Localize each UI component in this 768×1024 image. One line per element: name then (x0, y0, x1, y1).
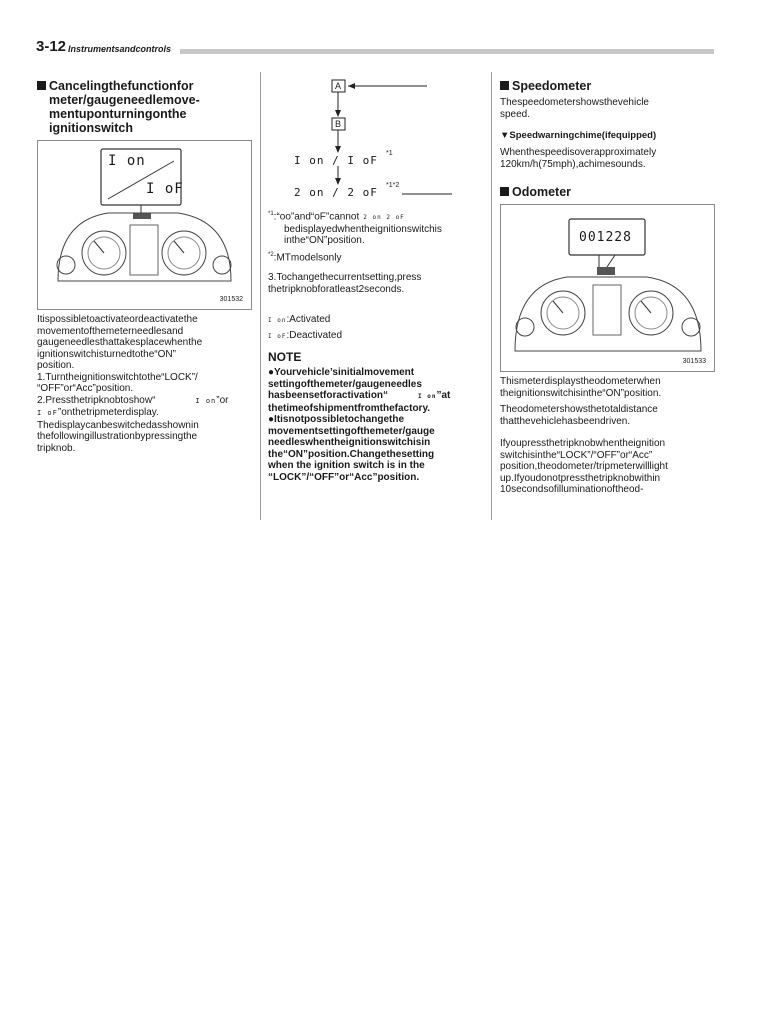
on-glyph: I on (195, 396, 217, 405)
box-b-label: B (335, 119, 342, 129)
chime-body: Whenthespeedisoverapproximately 120km/h(75mph),achimesounds. (500, 147, 657, 170)
section-square-icon (500, 187, 509, 196)
diagram-arrows (262, 74, 490, 204)
odometer-body-3: Ifyoupressthetripknobwhentheignition switchisinthe“LOCK”/“OFF”or“Acc” position,theodometer/tripmeterwilllight up.Ifyoudonotpressthetripknobwithin 10secondsofilluminationoftheod- (500, 438, 668, 495)
box-a-label: A (335, 81, 342, 91)
section-square-icon (37, 81, 46, 90)
diagram-line1-mark: *1 (386, 150, 393, 157)
odometer-display: 001228 (579, 230, 632, 245)
meter-figure-right (500, 204, 715, 372)
deactivated-line: I oF:Deactivated (268, 330, 343, 341)
odometer-body-1: Thismeterdisplaystheodometerwhen theignitionswitchisinthe“ON”position. (500, 376, 662, 399)
display-bottom-text: I oF (146, 181, 184, 197)
speedometer-heading: Speedometer (500, 79, 591, 93)
page-number: 3-12 (36, 38, 67, 55)
note-title: NOTE (268, 350, 302, 364)
left-heading: Cancelingthefunctionfor meter/gaugeneedlemove- mentuponturningonthe ignitionswitch (37, 79, 257, 135)
section-square-icon (500, 81, 509, 90)
display-top-text: I on (108, 153, 146, 169)
header-rule (180, 49, 714, 54)
left-body: Itispossibletoactivateordeactivatethe movementofthemeterneedlesand gaugeneedlesthattakesplacewhenthe ignitionswitchisturnedtothe“ON” position. 1.Turntheignitionswitchtothe“LOCK”/ “OFF”or“Acc”position. 2.Pressthetripknobtoshow“ I on”or I oF”onthetripmeterdisplay. Thedisplaycanbeswitchedasshownin thefollowingillustrationbypressingthe tripknob. (37, 314, 229, 454)
speedometer-body: Thespeedometershowsthevehicle speed. (500, 97, 649, 120)
column-divider-right (491, 72, 492, 520)
diagram-line2: 2 on / 2 oF (294, 186, 378, 199)
column-divider-left (260, 72, 261, 520)
figure-code: 301532 (219, 296, 243, 303)
of-glyph: I oF (37, 409, 58, 417)
chime-heading: ▼Speedwarningchime(ifequipped) (500, 130, 657, 141)
diagram-line1: I on / I oF (294, 154, 378, 167)
setting-diagram (262, 74, 490, 204)
odometer-heading: Odometer (500, 185, 571, 199)
footnote-2: $^{*2}$:MTmodelsonly (268, 252, 342, 264)
meter-figure-left (37, 140, 252, 310)
section-title: Instrumentsandcontrols (68, 44, 172, 54)
footnote-1: $^{*1}$:“oo”and“oF”cannot 2 on 2 oF bedisplayedwhentheignitionswitchis inthe“ON”position. (268, 211, 442, 247)
figure-code: 301533 (682, 358, 706, 365)
note-body: ●Yourvehicle’sinitialmovement settingofthemeter/gaugeneedles hasbeensetforactivation“ I on”at thetimeofshipmentfromthefactory. ●Itisnotpossibletochangethe movementsettingofthemeter/gauge needleswhentheignitionswitchisin the“ON”position.Changethesetting when the ignition switch is in the “LOCK”/“OFF”or“Acc”position. (268, 367, 451, 483)
diagram-line2-mark: *1*2 (386, 182, 400, 189)
activated-line: I on:Activated (268, 314, 331, 325)
odometer-body-2: Theodometershowsthetotaldistance thatthevehiclehasbeendriven. (500, 404, 658, 427)
step-3: 3.Tochangethecurrentsetting,press thetripknobforatleast2seconds. (268, 272, 422, 295)
